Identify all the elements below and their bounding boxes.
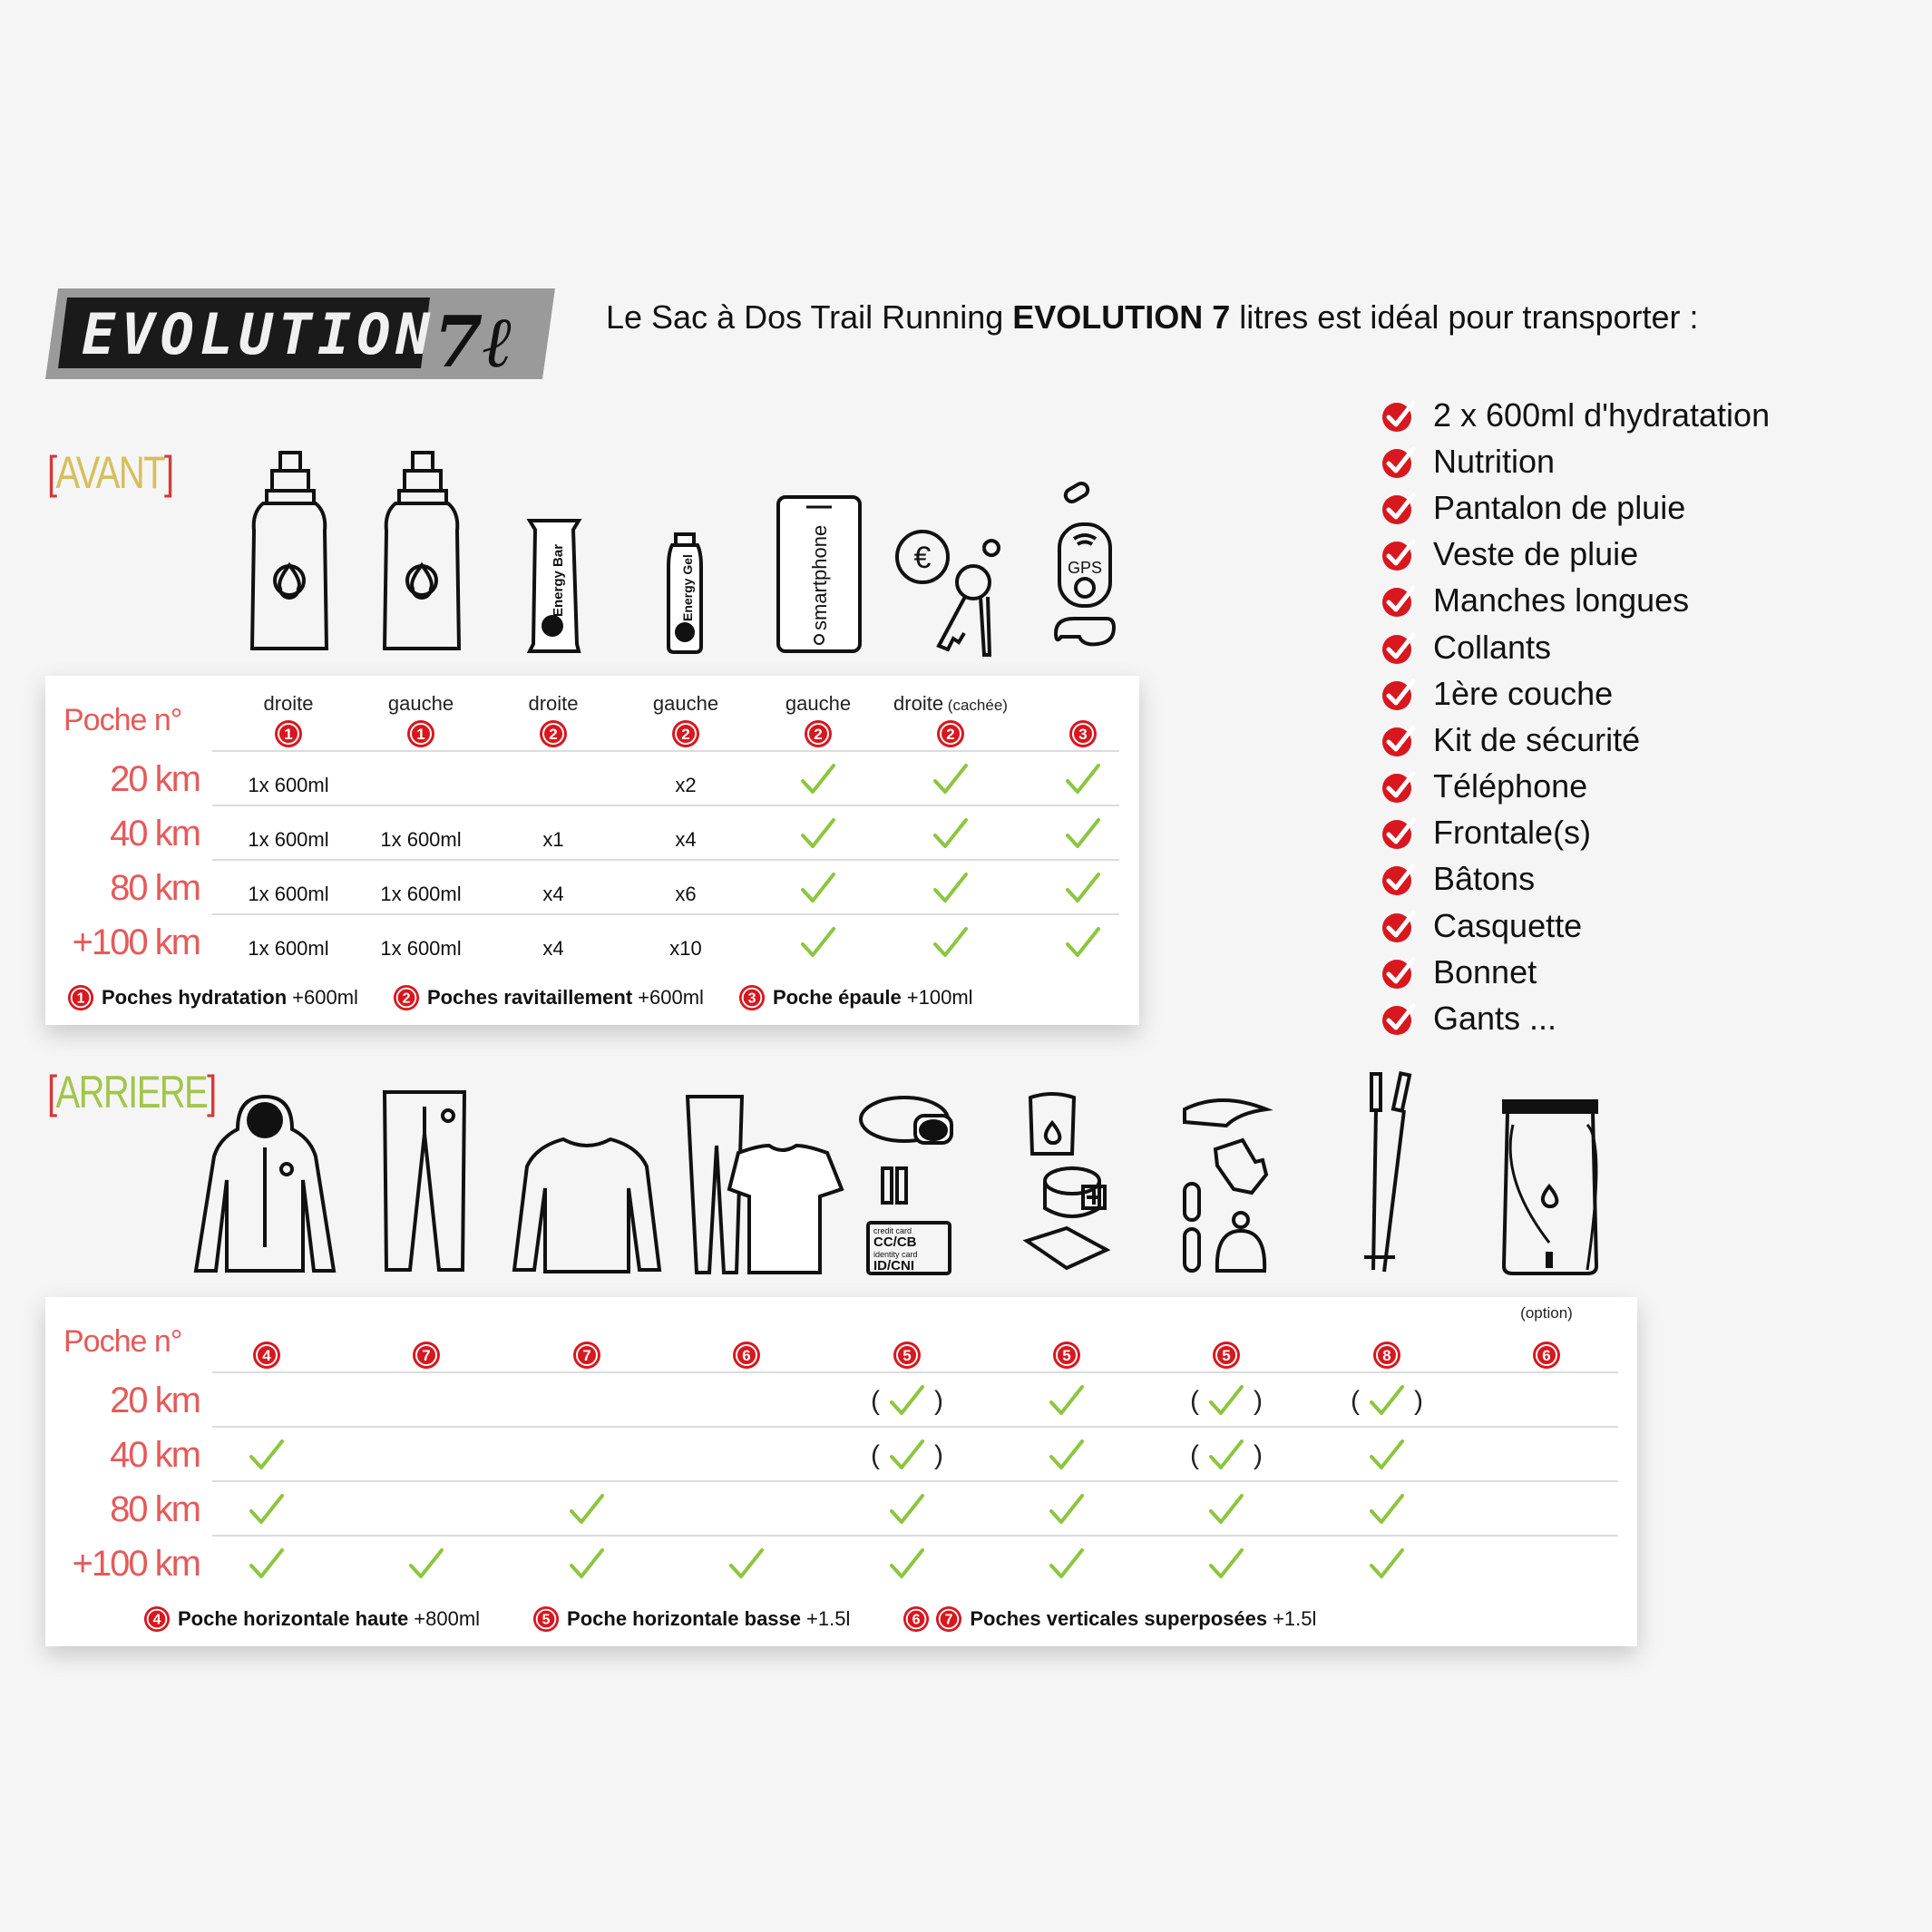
checklist-item-label: Kit de sécurité xyxy=(1433,720,1641,758)
euro-symbol: € xyxy=(913,541,932,575)
pocket-number-badge xyxy=(274,719,303,748)
column-side-text: droite xyxy=(893,692,944,715)
svg-text:1: 1 xyxy=(76,990,85,1007)
svg-text:7: 7 xyxy=(422,1347,431,1364)
quantity-cell: x10 xyxy=(669,937,702,960)
checklist-item xyxy=(1381,764,1925,810)
section-front-text: AVANT xyxy=(55,447,164,498)
green-check-icon xyxy=(249,1493,285,1526)
legend-pocket-capacity: +100ml xyxy=(906,986,973,1009)
legend-pocket-capacity: +800ml xyxy=(414,1607,481,1630)
column-side-label xyxy=(622,692,749,716)
green-check-icon xyxy=(1369,1493,1405,1526)
row-divider xyxy=(212,1535,1618,1537)
red-check-icon xyxy=(1381,954,1417,990)
pocket-number-badge xyxy=(539,719,568,748)
legend-pocket-badge xyxy=(67,984,94,1011)
energy-bar-icon xyxy=(526,517,582,655)
red-check-icon xyxy=(1381,722,1417,758)
quantity-cell: x4 xyxy=(542,883,564,905)
svg-text:4: 4 xyxy=(152,1612,161,1628)
quantity-cell: x4 xyxy=(542,937,564,960)
checklist-item-label: Nutrition xyxy=(1433,442,1556,480)
long-sleeve-shirt-icon xyxy=(512,1134,662,1274)
distance-label: 20 km xyxy=(110,759,200,799)
optional-bracket: ( ) xyxy=(1190,1440,1263,1470)
poche-number-label: Poche n° xyxy=(63,703,182,737)
red-check-icon xyxy=(1381,861,1417,897)
svg-text:5: 5 xyxy=(1062,1347,1071,1364)
svg-text:2: 2 xyxy=(814,726,823,743)
checklist-item-label: Veste de pluie xyxy=(1433,535,1639,573)
legend-item xyxy=(532,1605,850,1633)
green-check-icon xyxy=(408,1547,444,1580)
column-side-text: gauche xyxy=(785,692,852,715)
pocket-number-badge xyxy=(804,719,833,748)
svg-text:6: 6 xyxy=(1542,1347,1551,1364)
checklist-item-label: Bonnet xyxy=(1433,952,1537,990)
checklist-item-label: Gants ... xyxy=(1433,1000,1557,1038)
smartphone-label: smartphone xyxy=(808,524,831,630)
pocket-number-badge xyxy=(406,719,435,748)
red-check-icon xyxy=(1381,676,1417,712)
green-check-icon xyxy=(932,926,969,959)
checklist-item xyxy=(1381,624,1925,670)
first-aid-kit-icon xyxy=(1023,1088,1110,1279)
soft-flask-icon xyxy=(247,449,333,654)
column-side-label xyxy=(887,692,1014,716)
column-side-label xyxy=(490,692,617,716)
red-check-icon xyxy=(1381,536,1417,572)
option-note: (option) xyxy=(1520,1304,1573,1322)
checklist-item xyxy=(1381,578,1925,624)
distance-label: 20 km xyxy=(110,1381,200,1420)
checklist-item-label: Frontale(s) xyxy=(1433,814,1592,852)
checklist-item-label: Casquette xyxy=(1433,906,1583,944)
tights-and-baselayer-icon xyxy=(682,1093,845,1274)
red-check-icon xyxy=(1381,444,1417,480)
energy-bar-label: Energy Bar xyxy=(551,543,566,617)
distance-label: 40 km xyxy=(110,1435,200,1475)
pocket-number-badge xyxy=(1052,1341,1081,1370)
legend-item xyxy=(738,984,973,1011)
red-check-icon xyxy=(1381,1000,1417,1037)
checklist-item xyxy=(1381,484,1925,531)
green-check-icon xyxy=(1049,1439,1085,1471)
checklist-item xyxy=(1381,532,1925,578)
row-divider xyxy=(212,750,1119,752)
distance-label: 80 km xyxy=(110,868,200,908)
column-side-text: droite xyxy=(528,692,579,715)
quantity-cell: 1x 600ml xyxy=(380,883,462,905)
checklist-item xyxy=(1381,949,1925,995)
quantity-cell: 1x 600ml xyxy=(380,828,462,851)
pocket-number-badge xyxy=(572,1341,601,1370)
optional-bracket: ( ) xyxy=(871,1440,943,1470)
green-check-icon xyxy=(569,1493,605,1526)
green-check-icon xyxy=(569,1547,605,1580)
svg-text:2: 2 xyxy=(549,726,558,743)
checklist-item xyxy=(1381,717,1925,763)
row-divider xyxy=(212,1371,1618,1373)
row-divider xyxy=(212,1426,1618,1428)
evolution-logo-graphic xyxy=(45,288,555,379)
legend-pocket-name: Poche épaule xyxy=(772,986,902,1009)
checklist-item xyxy=(1381,856,1925,903)
legend-pocket-badge xyxy=(143,1605,171,1633)
checklist-item-label: 1ère couche xyxy=(1433,674,1614,712)
svg-text:4: 4 xyxy=(262,1347,271,1364)
green-check-icon xyxy=(728,1547,765,1580)
quantity-cell: 1x 600ml xyxy=(248,883,329,905)
intro-sentence xyxy=(606,296,1876,339)
row-divider xyxy=(212,805,1119,806)
pockets-legend xyxy=(143,1605,1369,1633)
intro-product-name: EVOLUTION 7 xyxy=(1012,298,1231,336)
legend-pocket-capacity: +600ml xyxy=(638,986,704,1009)
optional-bracket: ( ) xyxy=(1190,1386,1263,1416)
rain-pants-icon xyxy=(379,1088,470,1274)
green-check-icon xyxy=(932,763,969,795)
green-check-icon xyxy=(800,763,836,795)
pockets-legend xyxy=(67,984,1008,1011)
green-check-icon xyxy=(1065,817,1101,850)
legend-item xyxy=(143,1605,480,1633)
checklist-item xyxy=(1381,392,1925,438)
column-side-text: gauche xyxy=(387,692,454,715)
legend-item xyxy=(393,984,704,1011)
row-divider xyxy=(212,1480,1618,1482)
quantity-cell: x1 xyxy=(542,828,564,851)
quantity-cell: x4 xyxy=(675,828,697,851)
green-check-icon xyxy=(889,1547,925,1580)
pocket-number-badge xyxy=(671,719,700,748)
section-back-text: ARRIERE xyxy=(55,1067,208,1117)
green-check-icon xyxy=(932,872,969,904)
red-check-icon xyxy=(1381,815,1417,851)
intro-after: litres est idéal pour transporter : xyxy=(1230,298,1699,336)
legend-pocket-badge xyxy=(532,1605,560,1633)
pocket-number-badge xyxy=(1068,719,1098,748)
svg-text:2: 2 xyxy=(946,726,955,743)
green-check-icon xyxy=(1049,1384,1085,1417)
intro-before: Le Sac à Dos Trail Running xyxy=(606,298,1013,336)
svg-text:2: 2 xyxy=(681,726,690,743)
row-divider xyxy=(212,913,1119,915)
poche-number-label: Poche n° xyxy=(63,1324,182,1359)
green-check-icon xyxy=(932,817,969,850)
pocket-number-badge xyxy=(1532,1341,1561,1370)
column-side-label xyxy=(755,692,882,716)
svg-text:2: 2 xyxy=(402,990,411,1007)
red-check-icon xyxy=(1381,582,1417,619)
legend-pocket-capacity: +1.5l xyxy=(806,1607,851,1630)
quantity-cell: 1x 600ml xyxy=(248,774,329,796)
column-side-label xyxy=(357,692,484,716)
svg-text:7: 7 xyxy=(582,1347,591,1364)
quantity-cell: x2 xyxy=(675,774,697,796)
checklist-item xyxy=(1381,670,1925,717)
id-card-caption: identity card xyxy=(873,1250,918,1259)
coin-and-keys-icon xyxy=(893,528,1011,657)
svg-text:5: 5 xyxy=(903,1347,912,1364)
pocket-number-badge xyxy=(1372,1341,1401,1370)
logo-wordmark: EVOLUTION xyxy=(82,301,435,367)
quantity-cell: 1x 600ml xyxy=(248,937,329,960)
column-side-label xyxy=(225,692,352,716)
red-check-icon xyxy=(1381,490,1417,526)
legend-pocket-name: Poche horizontale basse xyxy=(567,1607,802,1630)
safety-kit-gps-icon xyxy=(1052,481,1117,657)
pocket-number-badge xyxy=(732,1341,761,1370)
red-check-icon xyxy=(1381,768,1417,805)
column-side-note: (cachée) xyxy=(943,697,1008,714)
svg-text:5: 5 xyxy=(1222,1347,1231,1364)
smartphone-icon xyxy=(776,494,863,654)
svg-text:3: 3 xyxy=(747,990,756,1007)
pocket-number-badge xyxy=(412,1341,441,1370)
checklist-item-label: Bâtons xyxy=(1433,860,1536,898)
logo-volume: 7ℓ xyxy=(434,301,513,379)
green-check-icon xyxy=(249,1547,285,1580)
green-check-icon xyxy=(1049,1547,1085,1580)
distance-label: 40 km xyxy=(110,814,200,854)
column-side-text: droite xyxy=(263,692,314,715)
checklist-item-label: Manches longues xyxy=(1433,581,1690,620)
quantity-cell: x6 xyxy=(675,883,697,905)
legend-pocket-name: Poche horizontale haute xyxy=(178,1607,409,1630)
legend-pocket-badge xyxy=(903,1605,930,1633)
gps-label: GPS xyxy=(1067,559,1103,577)
legend-pocket-name: Poches verticales superposées xyxy=(970,1607,1268,1630)
green-check-icon xyxy=(800,872,836,904)
green-check-icon xyxy=(1065,763,1101,795)
svg-text:7: 7 xyxy=(944,1612,953,1628)
pocket-number-badge xyxy=(893,1341,922,1370)
green-check-icon xyxy=(1065,926,1101,959)
column-side-text: gauche xyxy=(652,692,719,715)
pocket-number-badge xyxy=(252,1341,281,1370)
soft-flask-icon xyxy=(379,449,465,654)
svg-text:5: 5 xyxy=(542,1612,551,1628)
red-check-icon xyxy=(1381,908,1417,944)
svg-text:1: 1 xyxy=(284,726,293,743)
svg-text:3: 3 xyxy=(1078,726,1088,743)
legend-pocket-badge xyxy=(393,984,420,1011)
pocket-number-badge xyxy=(936,719,965,748)
quantity-cell: 1x 600ml xyxy=(248,828,329,851)
section-label-back: [ARRIERE] xyxy=(47,1067,216,1117)
optional-bracket: ( ) xyxy=(1351,1386,1423,1416)
legend-pocket-name: Poches ravitaillement xyxy=(426,986,633,1009)
credit-card-caption: credit card xyxy=(873,1226,912,1235)
legend-pocket-capacity: +600ml xyxy=(292,986,358,1009)
green-check-icon xyxy=(1208,1493,1244,1526)
legend-pocket-name: Poches hydratation xyxy=(102,986,288,1009)
rain-jacket-icon xyxy=(192,1093,337,1274)
energy-gel-icon xyxy=(665,531,705,655)
svg-text:1: 1 xyxy=(416,726,425,743)
green-check-icon xyxy=(800,926,836,959)
distance-label: 80 km xyxy=(110,1489,200,1529)
headlamp-and-cards-icon xyxy=(857,1088,961,1279)
svg-text:6: 6 xyxy=(912,1612,921,1628)
cap-gloves-beanie-icon xyxy=(1179,1093,1274,1279)
green-check-icon xyxy=(1065,872,1101,904)
legend-item xyxy=(67,984,358,1011)
green-check-icon xyxy=(889,1493,925,1526)
checklist-item-label: Pantalon de pluie xyxy=(1433,488,1686,526)
id-card-label: ID/CNI xyxy=(873,1258,914,1273)
checklist-item xyxy=(1381,438,1925,484)
red-check-icon xyxy=(1381,397,1417,434)
brand-logo xyxy=(45,288,555,379)
checklist-item xyxy=(1381,810,1925,856)
checklist-item-label: Téléphone xyxy=(1433,767,1588,805)
legend-pocket-badge xyxy=(738,984,766,1011)
energy-gel-label: Energy Gel xyxy=(680,554,695,621)
section-label-front: [AVANT] xyxy=(47,447,173,498)
distance-label: +100 km xyxy=(72,1544,200,1584)
distance-label: +100 km xyxy=(72,922,200,962)
front-pockets-table xyxy=(45,676,1139,1025)
hydration-bladder-icon xyxy=(1497,1098,1604,1279)
checklist-item xyxy=(1381,903,1925,949)
red-check-icon xyxy=(1381,629,1417,666)
checklist-item-label: Collants xyxy=(1433,628,1552,666)
green-check-icon xyxy=(1369,1439,1405,1471)
svg-text:8: 8 xyxy=(1382,1347,1391,1364)
legend-item xyxy=(903,1605,1316,1633)
checklist-item-label: 2 x 600ml d'hydratation xyxy=(1433,395,1771,434)
back-pockets-table xyxy=(45,1297,1637,1646)
svg-text:6: 6 xyxy=(742,1347,751,1364)
green-check-icon xyxy=(249,1439,285,1471)
green-check-icon xyxy=(1049,1493,1085,1526)
green-check-icon xyxy=(1208,1547,1244,1580)
green-check-icon xyxy=(800,817,836,850)
capacity-checklist xyxy=(1381,392,1925,1042)
legend-pocket-capacity: +1.5l xyxy=(1273,1607,1317,1630)
optional-bracket: ( ) xyxy=(871,1386,943,1416)
quantity-cell: 1x 600ml xyxy=(380,937,462,960)
checklist-item xyxy=(1381,995,1925,1041)
green-check-icon xyxy=(1369,1547,1405,1580)
row-divider xyxy=(212,859,1119,861)
credit-card-label: CC/CB xyxy=(873,1234,917,1250)
trekking-poles-icon xyxy=(1353,1070,1417,1279)
legend-pocket-badge xyxy=(935,1605,962,1633)
pocket-number-badge xyxy=(1212,1341,1241,1370)
